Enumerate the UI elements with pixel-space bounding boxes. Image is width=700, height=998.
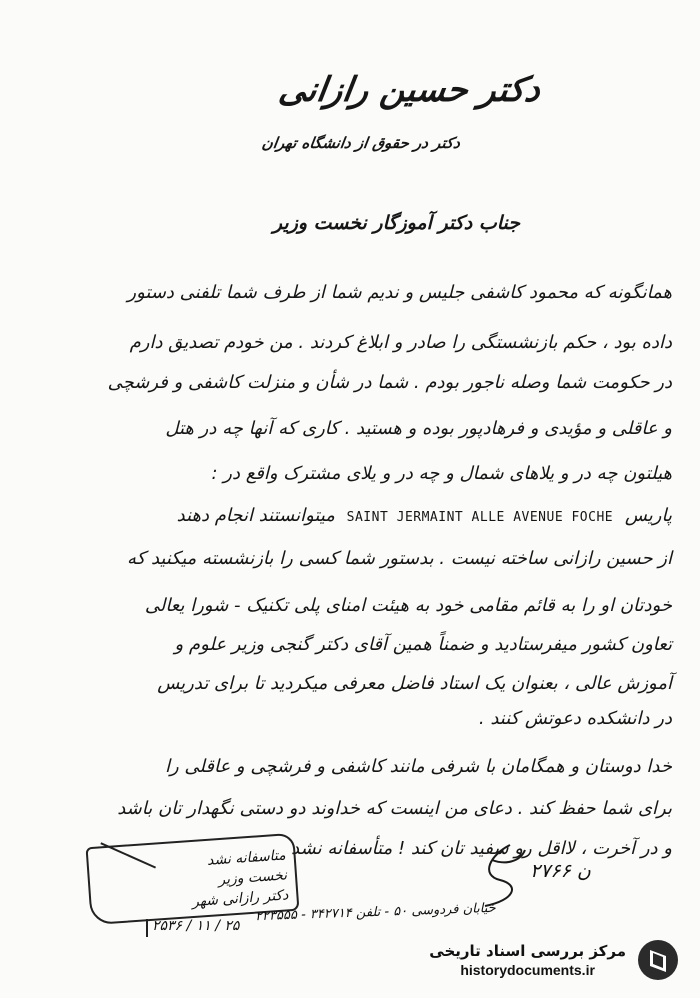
footer-address: خیابان فردوسی ۵۰ - تلفن ۳۴۲۷۱۴ - ۲۲۳۵۵۵	[254, 900, 496, 925]
body-line: و عاقلی و مؤیدی و فرهادپور بوده و هستید . کاری که آنها چه در هتل	[165, 418, 672, 439]
body-line: در حکومت شما وصله ناجور بودم . شما در شأن و منزلت کاشفی و فرشچی	[107, 372, 672, 393]
date	[152, 918, 239, 934]
reference-number: ن ۲۷۶۶	[530, 860, 591, 882]
stamp-line: دکتر رازانی شهر	[191, 887, 289, 911]
latin-address: SAINT JERMAINT ALLE AVENUE FOCHE	[346, 510, 614, 525]
archive-logo-icon	[636, 938, 680, 982]
body-line: برای شما حفظ کند . دعای من اینست که خداوند دو دستی نگهدار تان باشد	[117, 798, 672, 819]
body-line: داده بود ، حکم بازنشستگی را صادر و ابلاغ کردند . من خودم تصدیق دارم	[129, 332, 672, 353]
watermark-title: مرکز بررسی اسناد تاریخی	[429, 942, 626, 960]
address-suffix: میتوانستند انجام دهند	[176, 505, 335, 526]
body-line: از حسین رازانی ساخته نیست . بدستور شما کسی را بازنشسته میکنید که	[127, 548, 672, 569]
address-prefix: پاریس	[624, 505, 672, 526]
body-line: آموزش عالی ، بعنوان یک استاد فاضل معرفی میکردید تا برای تدریس	[157, 673, 672, 694]
watermark	[429, 938, 680, 982]
body-line: همانگونه که محمود کاشفی جلیس و ندیم شما از طرف شما تلفنی دستور	[127, 282, 672, 303]
body-line: هیلتون چه در و یلاهای شمال و چه در و یلای مشترک واقع در :	[211, 463, 672, 484]
stamp-line: نخست وزیر	[217, 867, 288, 889]
date-text: ۲۵ / ۱۱ / ۲۵۳۶	[152, 918, 240, 934]
letterhead-title: دکتر در حقوق از دانشگاه تهران	[260, 134, 462, 152]
letterhead-name: دکتر حسین رازانی	[276, 70, 543, 110]
body-line: خودتان او را به قائم مقامی خود به هیئت امنای پلی تکنیک - شورا یعالی	[144, 595, 672, 616]
body-line: خدا دوستان و همگامان با شرفی مانند کاشفی و فرشچی و عاقلی را	[164, 756, 672, 777]
stamp-line: متاسفانه نشد	[206, 847, 287, 869]
date-bracket	[146, 919, 148, 937]
body-line: و در آخرت ، لااقل رو سفید تان کند ! متأسفانه نشد	[291, 838, 672, 859]
body-line: تعاون کشور میفرستادید و ضمناً همین آقای دکتر گنجی وزیر علوم و	[174, 634, 672, 655]
signature	[470, 840, 530, 910]
stamp-stroke	[100, 842, 156, 868]
body-line-address	[177, 507, 672, 525]
salutation: جناب دکتر آموزگار نخست وزیر	[272, 212, 520, 234]
body-line: در دانشکده دعوتش کنند .	[478, 708, 672, 729]
watermark-url: historydocuments.ir	[460, 962, 595, 978]
